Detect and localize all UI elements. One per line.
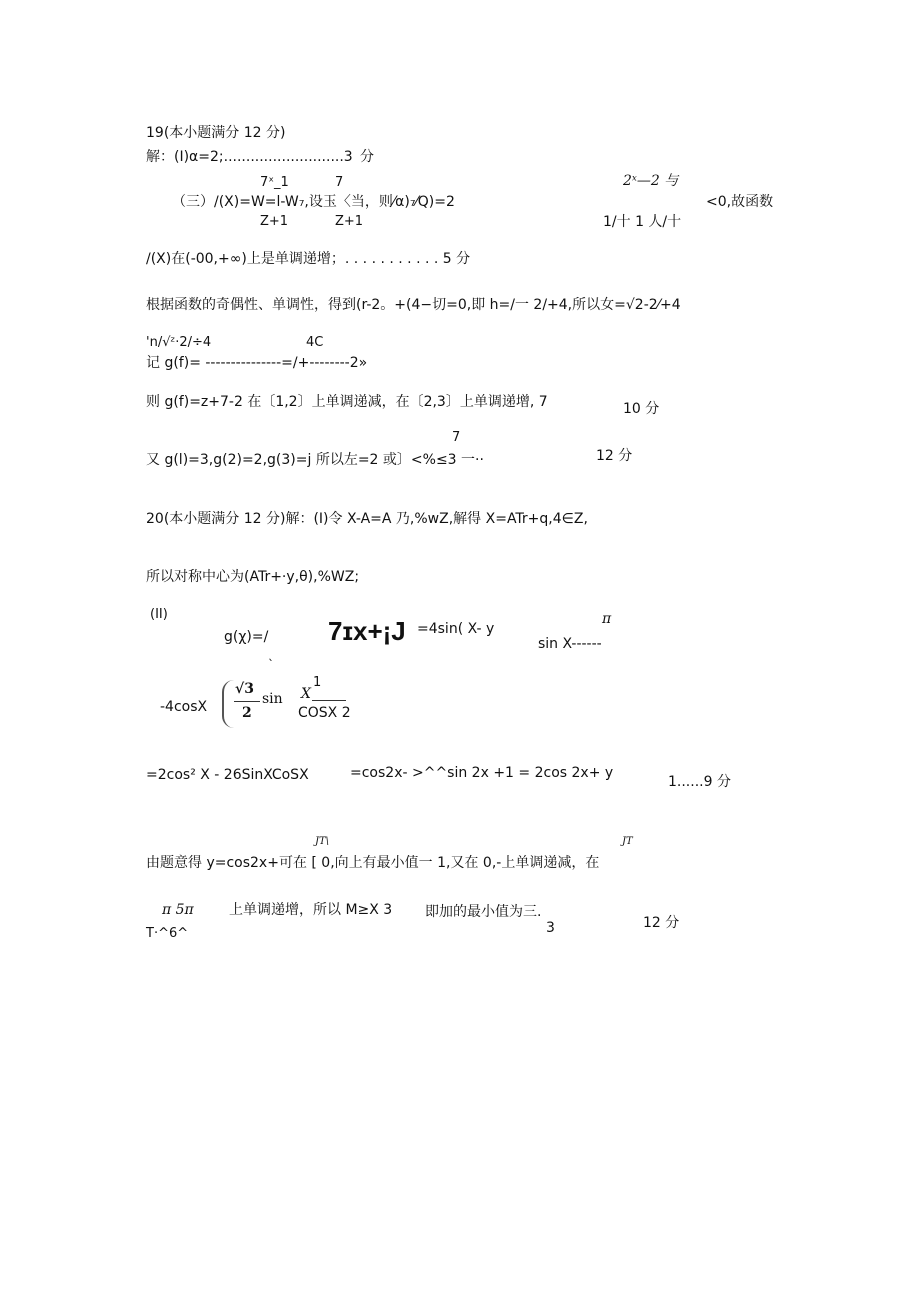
q20-final-score: 12 分 <box>643 915 680 931</box>
q20-eq-score: 1......9 分 <box>668 774 731 790</box>
q20-eq-a: =2cos² X - 26SinXCoSX <box>146 767 309 783</box>
q19-frac-top-b: 7 <box>335 175 344 190</box>
q20-last-line-2: 即加的最小值为三. <box>425 904 542 920</box>
q19-line-6: 则 g(f)=z+7-2 在〔1,2〕上单调递减，在〔2,3〕上单调递增, 7 <box>146 394 548 410</box>
q19-line-7: 又 g(l)=3,g(2)=2,g(3)=j 所以左=2 或〕<%≤3 一·· <box>146 452 484 468</box>
q20-cosx2: COSX 2 <box>298 705 351 721</box>
q20-g-lhs-tick: ˎ <box>268 647 274 661</box>
q20-t6: T·^6^ <box>146 926 189 941</box>
q20-g-big-expression: 7ɪx+¡J <box>328 616 406 646</box>
q19-line-7-top: 7 <box>452 430 461 445</box>
q20-two: 2 <box>242 705 252 721</box>
q20-min-line: 由题意得 y=cos2x+可在 [ 0,向上有最小值一 1,又在 0,-上单调递减，在 <box>146 855 600 871</box>
q20-three: 3 <box>546 920 555 936</box>
q19-line-5c: 记 g(f)= ---------------=/+--------2» <box>146 355 368 371</box>
q19-line-2-tail: <0,故函数 <box>706 194 774 210</box>
q20-jt-b: JT <box>622 836 633 847</box>
q19-line-1: 解：(I)α=2;...........................3 <box>146 149 353 165</box>
q20-pi-5pi: π 5π <box>162 902 194 918</box>
q20-sin-word: sin <box>262 691 283 707</box>
q20-x-one-top: 1 <box>313 675 322 690</box>
q19-frac-right-top: 2ˣ—2 与 <box>623 173 679 189</box>
q20-g-eq: =4sin( X- y <box>417 621 495 637</box>
q19-frac-bot-b: Z+1 <box>335 214 364 229</box>
q20-eq-b: =cos2x- >^^sin 2x +1 = 2cos 2x+ y <box>350 765 614 781</box>
q20-cos-term: -4cosX <box>160 699 208 715</box>
q20-last-line: 上单调递增，所以 M≥X 3 <box>229 902 393 918</box>
q20-g-lhs: g(χ)=/ <box>224 629 269 645</box>
q20-x-one-x: X <box>301 686 311 702</box>
q19-frac-top-a: 7ˣ_1 <box>260 175 289 190</box>
q20-jt-a: JT\ <box>315 836 330 847</box>
q19-header: 19(本小题满分 12 分) <box>146 125 286 141</box>
q19-line-5b: 4C <box>306 335 324 350</box>
q19-frac-bot-a: Z+1 <box>260 214 289 229</box>
q20-pi-top: π <box>602 611 612 627</box>
q20-sin-x: sin X------ <box>538 636 602 652</box>
q20-part2-label: (II) <box>150 607 168 622</box>
q19-line-2: （三）/(X)=W=l-W₇,设玉〈当，则⁄α)₇⁄Q)=2 <box>172 194 455 210</box>
q20-sqrt3: √3 <box>235 681 254 697</box>
q19-line-3: /(X)在(-00,+∞)上是单调递增；. . . . . . . . . . . 5 分 <box>146 251 471 267</box>
q19-frac-right-bot: 1/十 1 人/十 <box>603 214 682 230</box>
q20-header: 20(本小题满分 12 分)解：(I)令 X-A=A 乃,%wZ,解得 X=ATr+q,4∈Z, <box>146 511 588 527</box>
q20-sqrt3-fraction-line <box>234 701 260 702</box>
q19-line-1-score: 分 <box>360 149 374 165</box>
q19-line-6-score: 10 分 <box>623 401 660 417</box>
q20-cosx-fraction-line <box>312 700 346 701</box>
q19-line-7-score: 12 分 <box>596 448 633 464</box>
left-paren-bracket <box>222 680 236 728</box>
q19-line-4: 根据函数的奇偶性、单调性，得到(r-2。+(4−切=0,即 h=/一 2/+4,所以女=√2-2⁄+4 <box>146 297 681 313</box>
q20-line-1: 所以对称中心为(ATr+·y,θ),%WZ; <box>146 569 360 585</box>
q19-line-5a: 'n/√ᶻ·2/÷4 <box>146 335 212 350</box>
